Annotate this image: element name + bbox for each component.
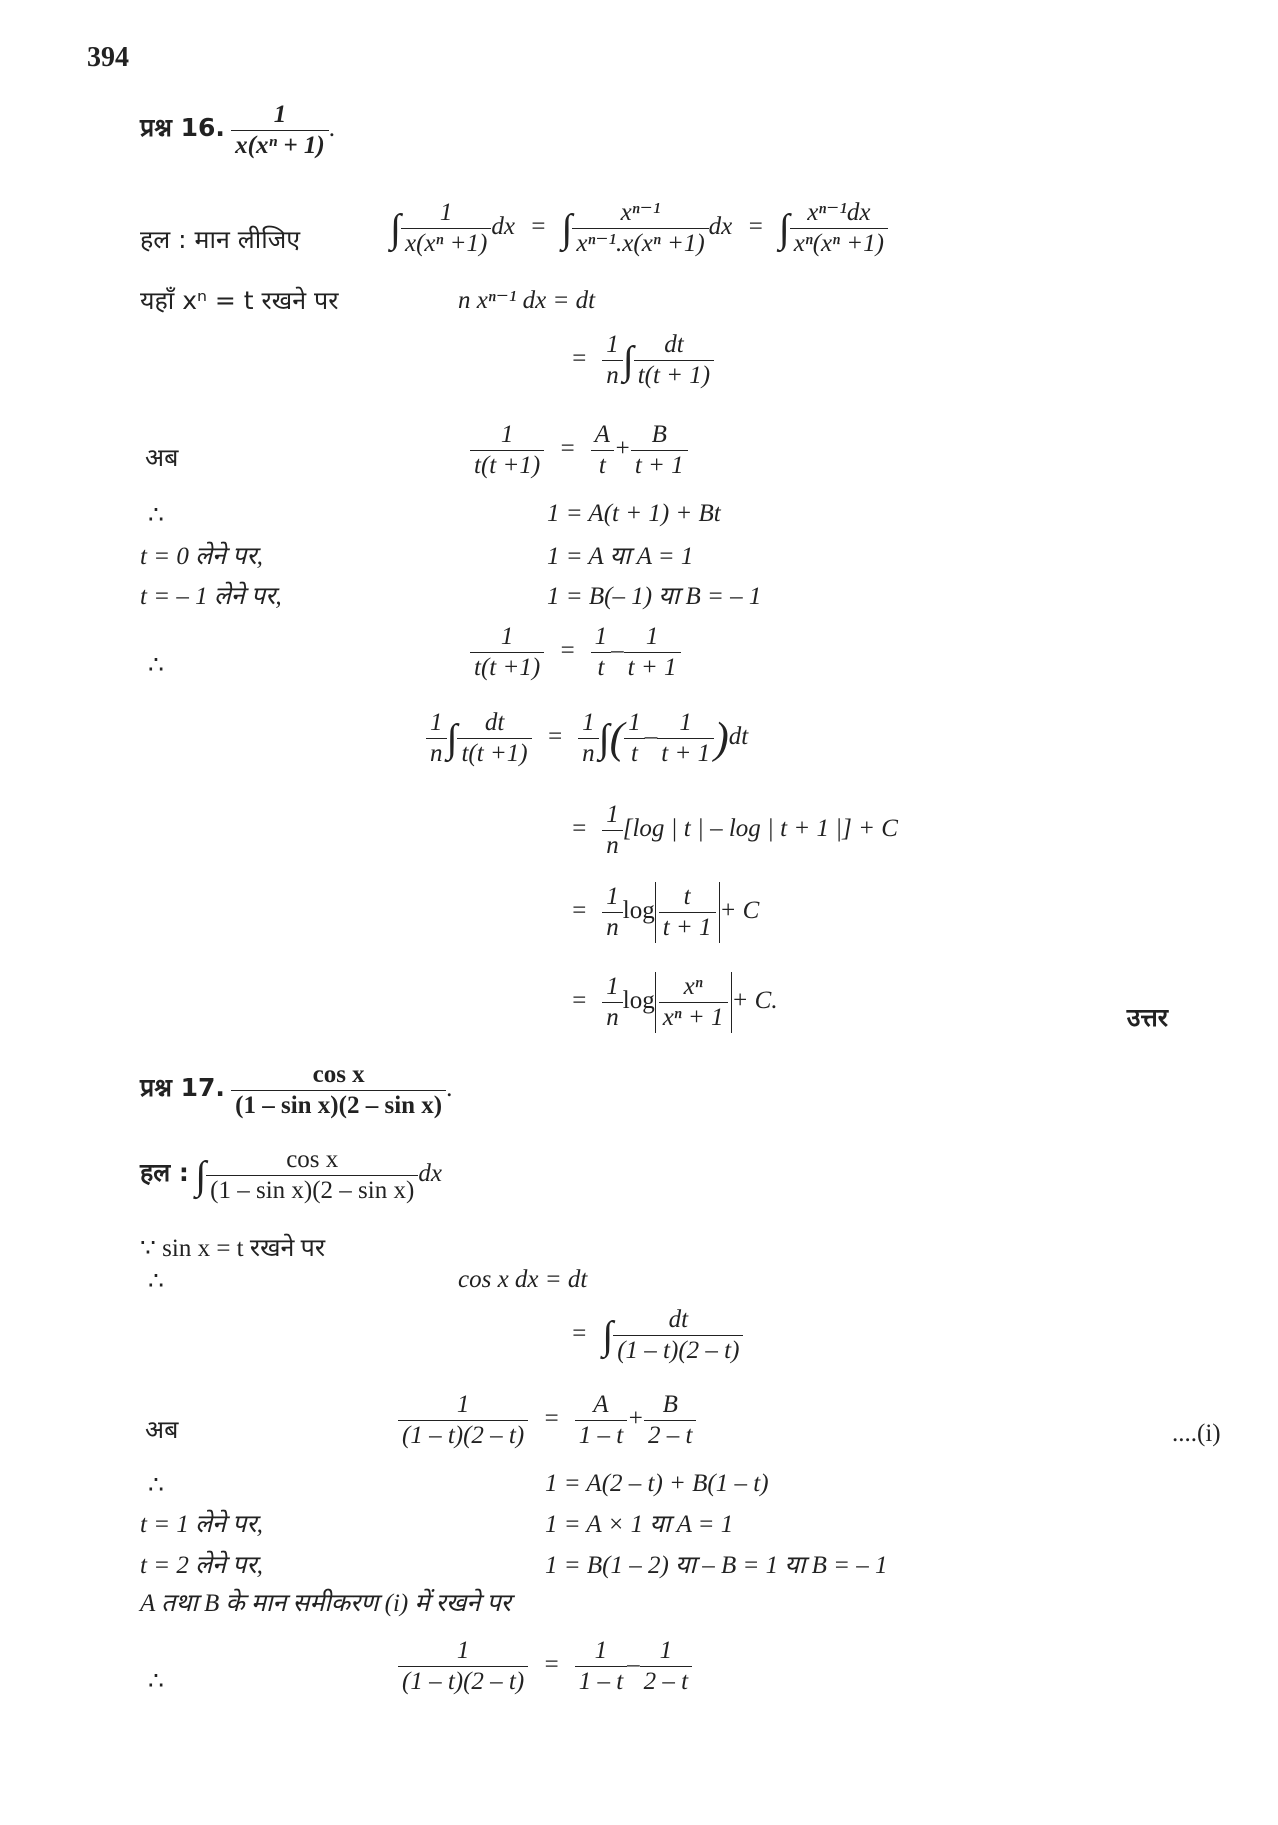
q17-therefore: ∴ — [148, 1268, 164, 1295]
q17-result-fraction: $\frac{1}{(1 - t)(2 - t)}$ = $\frac{1}{1 - t}$ – $\frac{1}{2 - t}$ — [398, 1636, 692, 1697]
q16-numerator: 1 — [231, 100, 329, 131]
q16-line2: n xⁿ⁻¹ dx = dt — [458, 287, 596, 314]
q17-eq-b: 1 = A × 1 या A = 1 — [545, 1511, 734, 1538]
q16-t0-label: t = 0 लेने पर, — [140, 543, 263, 570]
q16-result-fraction: $\frac{1}{t(t +1)}$ = $\frac{1}{t}$ – $\frac{1}{t + 1}$ — [470, 622, 681, 683]
q17-eq-a: 1 = A(2 – t) + B(1 – t) — [545, 1470, 769, 1497]
q16-log-step2: = $\frac{1}{n}$ log $\frac{t}{t + 1}$ + C — [570, 883, 760, 941]
q17-hal-line: हल : ∫ $\frac{\text{cos x}}{\text{(1 – sin x)(2 – sin x)}}$ dx — [140, 1146, 442, 1204]
q16-integral-split: $\frac{1}{n}$ ∫ $\frac{dt}{t(t +1)}$ = $\frac{1}{n}$ ∫( $\frac{1}{t}$ – $\frac{1}{t + 1}$ )dt — [426, 708, 748, 769]
q16-answer-label: उत्तर — [1126, 1003, 1168, 1032]
q16-therefore: ∴ — [148, 502, 164, 529]
q17-ab-label: अब — [145, 1415, 179, 1444]
q17-line-cos: cos x dx = dt — [458, 1266, 588, 1293]
q16-eq-c: 1 = B(– 1) या B = – 1 — [547, 583, 762, 610]
q17-equation-ref: ....(i) — [1172, 1420, 1221, 1447]
q16-fraction — [231, 100, 329, 161]
q17-label: प्रश्न 17. — [140, 1073, 225, 1103]
q16-therefore2: ∴ — [148, 652, 164, 679]
q17-t1-label: t = 1 लेने पर, — [140, 1511, 263, 1538]
q16-eq-a: 1 = A(t + 1) + Bt — [547, 500, 721, 527]
q16-partial-fraction: $\frac{1}{t(t +1)}$ = $\frac{A}{t}$ + $\frac{B}{t + 1}$ — [470, 420, 688, 481]
q17-eq-c: 1 = B(1 – 2) या – B = 1 या B = – 1 — [545, 1552, 888, 1579]
q16-line3: = $\frac{1}{n}$ ∫ $\frac{dt}{t(t + 1)}$ — [562, 330, 714, 391]
q16-line1: ∫ $\frac{1}{\text{x(xⁿ +1)}}$ dx = ∫ $\frac{\text{xⁿ⁻¹}}{\text{xⁿ⁻¹.x(xⁿ +1)}}$ dx = ∫ $\frac{\text{xⁿ⁻¹dx}}{\text{xⁿ(xⁿ +1)}}$ — [390, 198, 888, 259]
q16-hal-label: हल : मान लीजिए — [140, 225, 301, 254]
q17-therefore2: ∴ — [148, 1472, 164, 1499]
q16-put-label: यहाँ xⁿ = t रखने पर — [140, 286, 339, 315]
q17-heading — [140, 1060, 452, 1121]
q16-log-step3: = $\frac{1}{n}$ log $\frac{\text{xⁿ}}{\text{xⁿ + 1}}$ + C. — [570, 973, 778, 1031]
q16-denominator: x(xⁿ + 1) — [235, 132, 325, 159]
q17-substitute-label: A तथा B के मान समीकरण (i) में रखने पर — [140, 1590, 511, 1617]
q17-because-label: ∵ sin x = t रखने पर — [140, 1235, 326, 1262]
q16-heading — [140, 100, 335, 161]
q17-partial-fraction: $\frac{1}{(1 - t)(2 - t)}$ = $\frac{A}{1 - t}$ + $\frac{B}{2 - t}$ — [398, 1390, 696, 1451]
q17-integral2: = ∫ $\frac{dt}{(1 - t)(2 - t)}$ — [562, 1305, 743, 1366]
q17-denominator: (1 – sin x)(2 – sin x) — [235, 1092, 443, 1119]
q17-numerator: cos x — [231, 1060, 446, 1091]
q17-therefore3: ∴ — [148, 1668, 164, 1695]
q17-fraction — [231, 1060, 446, 1121]
page-number: 394 — [87, 42, 129, 73]
q16-log-step1: = $\frac{1}{n}$ [log | t | – log | t + 1 |] + C — [570, 801, 898, 859]
q17-t2-label: t = 2 लेने पर, — [140, 1552, 263, 1579]
q17-dot: . — [446, 1075, 453, 1103]
q16-tm1-label: t = – 1 लेने पर, — [140, 583, 282, 610]
q16-dot: . — [328, 115, 335, 143]
q16-eq-b: 1 = A या A = 1 — [547, 543, 694, 570]
q16-ab-label: अब — [145, 443, 179, 472]
q16-label: प्रश्न 16. — [140, 113, 225, 143]
q17-hal-label: हल : — [140, 1158, 189, 1188]
